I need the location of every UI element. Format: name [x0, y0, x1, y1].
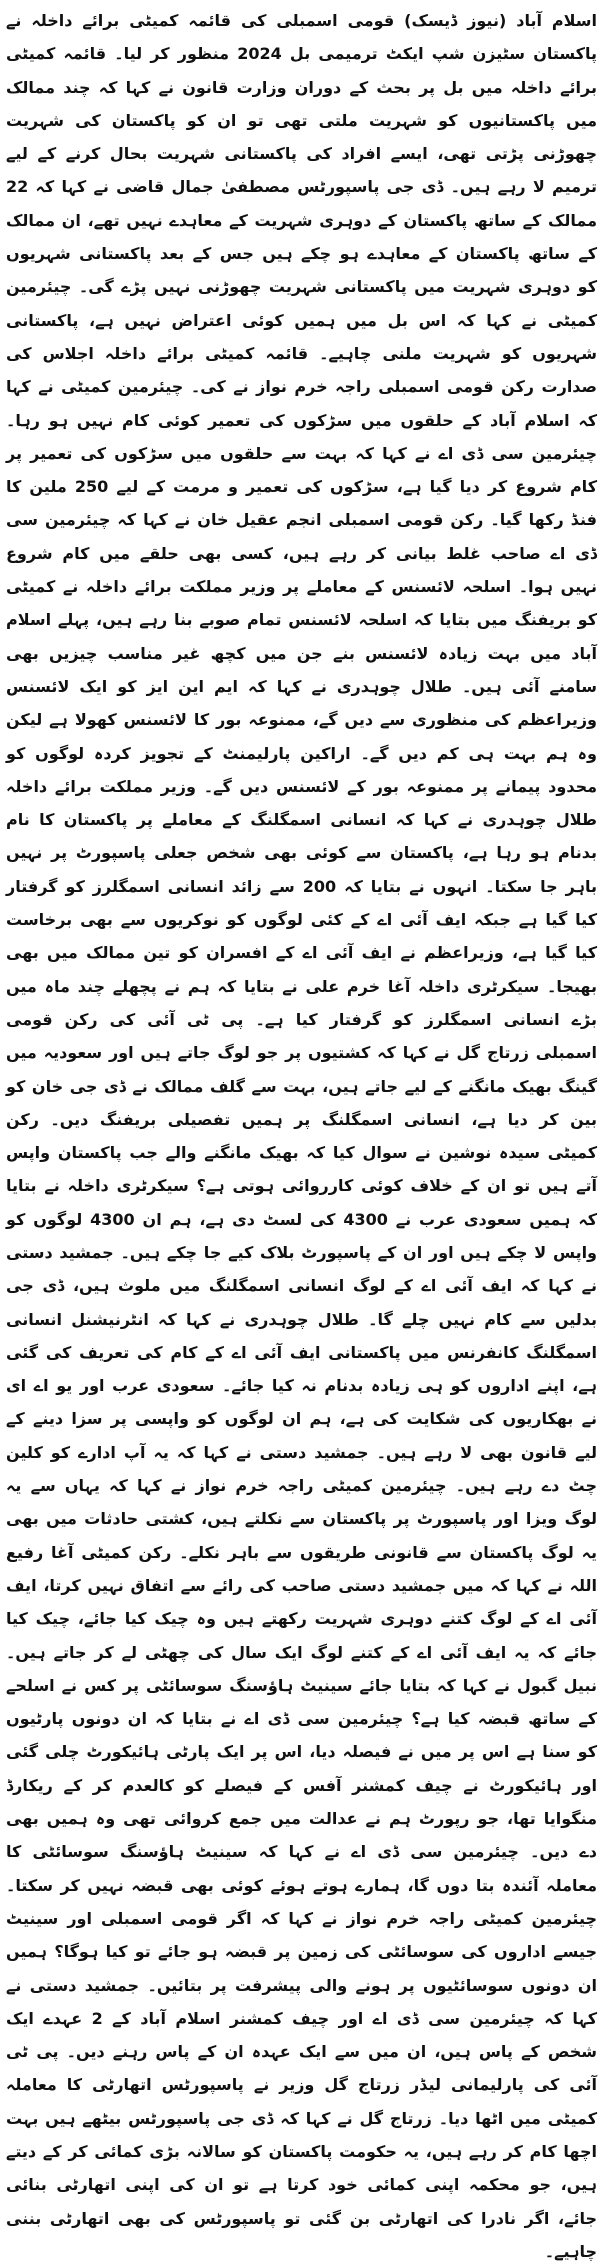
article-body-text: اسلام آباد (نیوز ڈیسک) قومی اسمبلی کی قائمہ کمیٹی برائے داخلہ نے پاکستان سٹیزن شپ ایکٹ ترمیمی بل 2024 منظور کر لیا۔ قائمہ کمیٹی برائے داخلہ میں بل پر بحث کے دوران وزارت قانون نے کہا کہ چند ممالک میں پاکستانیوں کو شہریت ملتی تھی تو ان کو پاکستان کی شہریت چھوڑنی پڑتی تھی، ایسے افراد کی پاکستانی شہریت بحال کرنے کے لیے ترمیم لا رہے ہیں۔ ڈی جی پاسپورٹس مصطفیٰ جمال قاضی نے کہا کہ 22 ممالک کے ساتھ پاکستان کے دوہری شہریت کے معاہدے نہیں تھے، ان ممالک کے ساتھ پاکستان کے معاہدے ہو چکے ہیں جس کے بعد پاکستانی شہریوں کو دوہری شہریت میں پاکستانی شہریت چھوڑنی نہیں پڑے گی۔ چیئرمین کمیٹی نے کہا کہ اس بل میں ہمیں کوئی اعتراض نہیں ہے، پاکستانی شہریوں کو شہریت ملنی چاہیے۔ قائمہ کمیٹی برائے داخلہ اجلاس کی صدارت رکن قومی اسمبلی راجہ خرم نواز نے کی۔ چیئرمین کمیٹی نے کہا کہ اسلام آباد کے حلقوں میں سڑکوں کی تعمیر کوئی کام نہیں ہو رہا۔ چیئرمین سی ڈی اے نے کہا کہ بہت سے حلقوں میں سڑکوں کی تعمیر پر کام شروع کر دیا گیا ہے، سڑکوں کی تعمیر و مرمت کے لیے 250 ملین کا فنڈ رکھا گیا۔ رکن قومی اسمبلی انجم عقیل خان نے کہا کہ چیئرمین سی ڈی اے صاحب غلط بیانی کر رہے ہیں، کسی بھی حلقے میں کام شروع نہیں ہوا۔ اسلحہ لائسنس کے معاملے پر وزیر مملکت برائے داخلہ نے کمیٹی کو بریفنگ میں بتایا کہ اسلحہ لائسنس تمام صوبے بنا رہے ہیں، پہلے اسلام آباد میں بہت زیادہ لائسنس بنے جن میں کچھ غیر مناسب چیزیں بھی سامنے آئی ہیں۔ طلال چوہدری نے کہا کہ ایم این ایز کو ایک لائسنس وزیراعظم کی منظوری سے دیں گے، ممنوعہ بور کا لائسنس کھولا ہے لیکن وہ ہم بہت ہی کم دیں گے۔ اراکین پارلیمنٹ کے تجویز کردہ لوگوں کو محدود پیمانے پر ممنوعہ بور کے لائسنس دیں گے۔ وزیر مملکت برائے داخلہ طلال چوہدری نے کہا کہ انسانی اسمگلنگ کے معاملے پر پاکستان کا نام بدنام ہو رہا ہے، پاکستان سے کوئی بھی شخص جعلی پاسپورٹ پر نہیں باہر جا سکتا۔ انہوں نے بتایا کہ 200 سے زائد انسانی اسمگلرز کو گرفتار کیا گیا ہے جبکہ ایف آئی اے کے کئی لوگوں کو نوکریوں سے بھی برخاست کیا گیا ہے، وزیراعظم نے ایف آئی اے کے افسران کو تین ممالک میں بھی بھیجا۔ سیکرٹری داخلہ آغا خرم علی نے بتایا کہ ہم نے پچھلے چند ماہ میں بڑے انسانی اسمگلرز کو گرفتار کیا ہے۔ پی ٹی آئی کی رکن قومی اسمبلی زرتاج گل نے کہا کہ کشتیوں پر جو لوگ جاتے ہیں اور سعودیہ میں گینگ بھیک مانگنے کے لیے جاتے ہیں، بہت سے گلف ممالک نے ڈی جی خان کو بین کر دیا ہے، انسانی اسمگلنگ پر ہمیں تفصیلی بریفنگ دیں۔ رکن کمیٹی سیدہ نوشین نے سوال کیا کہ بھیک مانگنے والے جب پاکستان واپس آتے ہیں تو ان کے خلاف کوئی کارروائی ہوتی ہے؟ سیکرٹری داخلہ نے بتایا کہ ہمیں سعودی عرب نے 4300 کی لسٹ دی ہے، ہم ان 4300 لوگوں کو واپس لا چکے ہیں اور ان کے پاسپورٹ بلاک کیے جا چکے ہیں۔ جمشید دستی نے کہا کہ ایف آئی اے کے لوگ انسانی اسمگلنگ میں ملوث ہیں، ڈی جی بدلیں سے کام نہیں چلے گا۔ طلال چوہدری نے کہا کہ انٹرنیشنل انسانی اسمگلنگ کانفرنس میں پاکستانی ایف آئی اے کے کام کی تعریف کی گئی ہے، اپنے اداروں کو ہی زیادہ بدنام نہ کیا جائے۔ سعودی عرب اور یو اے ای نے بھکاریوں کی شکایت کی ہے، ہم ان لوگوں کو واپسی پر سزا دینے کے لیے قانون بھی لا رہے ہیں۔ جمشید دستی نے کہا کہ یہ آپ ادارے کو کلین چٹ دے رہے ہیں۔ چیئرمین کمیٹی راجہ خرم نواز نے کہا کہ یہاں سے یہ لوگ ویزا اور پاسپورٹ پر پاکستان سے نکلتے ہیں، کشتی حادثات میں بھی یہ لوگ پاکستان سے قانونی طریقوں سے باہر نکلے۔ رکن کمیٹی آغا رفیع اللہ نے کہا کہ میں جمشید دستی صاحب کی رائے سے اتفاق نہیں کرتا، ایف آئی اے کے لوگ کتنے دوہری شہریت رکھتے ہیں وہ چیک کیا جائے، چیک کیا جائے کہ یہ ایف آئی اے کے کتنے لوگ ایک سال کی چھٹی لے کر جاتے ہیں۔ نبیل گبول نے کہا کہ بتایا جائے سینیٹ ہاؤسنگ سوسائٹی پر کس نے اسلحے کے ساتھ قبضہ کیا ہے؟ چیئرمین سی ڈی اے نے بتایا کہ ان دونوں پارٹیوں کو سنا ہے اس پر میں نے فیصلہ دیا، اس پر ایک پارٹی ہائیکورٹ چلی گئی اور ہائیکورٹ نے چیف کمشنر آفس کے فیصلے کو کالعدم کر کے ریکارڈ منگوایا تھا، جو رپورٹ ہم نے عدالت میں جمع کروائی تھی وہ ہمیں بھی دے دیں۔ چیئرمین سی ڈی اے نے کہا کہ سینیٹ ہاؤسنگ سوسائٹی کا معاملہ آئندہ بتا دوں گا، ہمارے ہوتے ہوئے کوئی بھی قبضہ نہیں کر سکتا۔ چیئرمین کمیٹی راجہ خرم نواز نے کہا کہ اگر قومی اسمبلی اور سینیٹ جیسے اداروں کی سوسائٹی کی زمین پر قبضہ ہو جائے تو کیا ہوگا؟ ہمیں ان دونوں سوسائٹیوں پر ہونے والی پیشرفت پر بتائیں۔ جمشید دستی نے کہا کہ چیئرمین سی ڈی اے اور چیف کمشنر اسلام آباد کے 2 عہدے ایک شخص کے پاس ہیں، ان میں سے ایک عہدہ ان کے پاس رہنے دیں۔ پی ٹی آئی کی پارلیمانی لیڈر زرتاج گل وزیر نے پاسپورٹس اتھارٹی کا معاملہ کمیٹی میں اٹھا دیا۔ زرتاج گل نے کہا کہ ڈی جی پاسپورٹس بیٹھے ہیں بہت اچھا کام کر رہے ہیں، یہ حکومت پاکستان کو سالانہ بڑی کمائی کر کے دیتے ہیں، جو محکمہ اپنی کمائی خود کرتا ہے تو ان کی اپنی اتھارٹی بنائی جائے، اگر نادرا کی اتھارٹی بن گئی تو پاسپورٹس کی بھی اتھارٹی بننی چاہیے۔	[6, 11, 598, 2261]
